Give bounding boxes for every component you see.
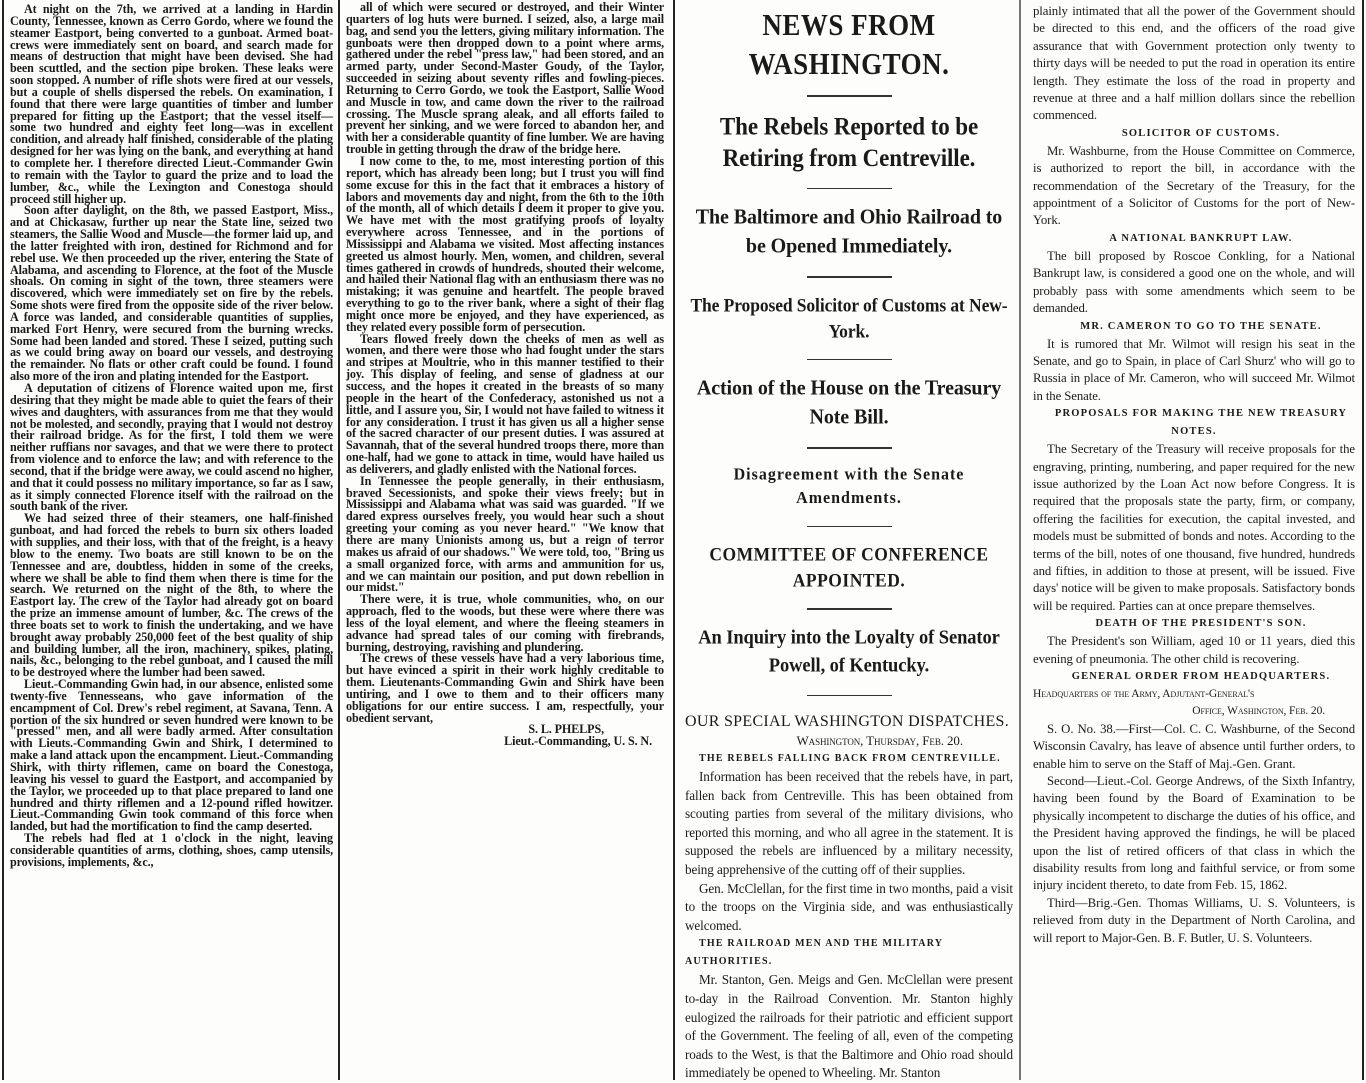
paragraph: At night on the 7th, we arrived at a landing in Hardin County, Tennessee, known as Cerro Gordo, where we found the steamer Eastport, being converted to a gunboat. Armed boat-crews were immediately sent on board, and search made for means of destruction that might have been devised. She had been scuttled, and the section pipe broken. These leaks were soon stopped. A number of rifle shots were fired at our vessels, but a couple of shells dispersed the rebels. On examination, I found that there were large quantities of timber and lumber prepared for fitting up the Eastport; that the vessel itself—some two hundred and eighty feet long—was in excellent condition, and already half finished, considerable of the plating designed for her was lying on the bank, and everything at hand to complete her. I therefore directed Lieut.-Commander Gwin to remain with the Taylor to guard the prize and to load the lumber, &c., while the Lexington and Conestoga should proceed still higher up.: [10, 2, 333, 206]
column-3-washington-news: [685, 0, 1013, 1080]
signature-title: Lieut.-Commanding, U. S. N.: [504, 734, 652, 749]
column-1-report: [10, 0, 333, 1080]
paragraph: The rebels had fled at 1 o'clock in the night, leaving considerable quantities of arms, clothing, shoes, camp utensils, provisions, implements, &c.,: [10, 831, 333, 869]
dispatch-heading: OUR SPECIAL WASHINGTON DISPATCHES.: [685, 713, 1010, 730]
paragraph: Mr. Stanton, Gen. Meigs and Gen. McClellan were present to-day in the Railroad Convention. Mr. Stanton highly eulogized the railroads for their patriotic and efficient support of the Government. The feeling of all, even of the competing roads to the West, is that the Baltimore and Ohio road should immediately be opened to Wheeling. Mr. Stanton: [685, 972, 1013, 1081]
signature-name: S. L. PHELPS,: [528, 722, 604, 737]
headline-divider: [807, 95, 892, 97]
paragraph: The Secretary of the Treasury will receive proposals for the engraving, printing, numbering, and paper required for the new issue authorized by the Loan Act now before Congress. It is required that the proposals state the party, firm, or company, offering the facilities for execution, the capital invested, and models must be submitted of bonds and notes. According to the terms of the bill, notes of one thousand, five hundred, hundreds and fifties, in addition to those at present, will be issued. Five days' notice will be given to make proposals. Satisfactory bonds will be required. Parties can at once prepare themselves.: [1033, 442, 1355, 613]
paragraph: In Tennessee the people generally, in their enthusiasm, braved Secessionists, and spoke their views freely; but in Mississippi and Alabama what was said was guarded. "If we dared express ourselves freely, you would hear such a shout greeting your coming as you never heard." "We know that there are many Unionists among us, but a reign of terror makes us afraid of our shadows." We were told, too, "Bring us a small organized force, with arms and ammunition for us, and we can maintain our position, and put down rebellion in our midst.": [346, 473, 664, 595]
section-masthead: NEWS FROM WASHINGTON.: [748, 7, 950, 81]
paragraph: Mr. Washburne, from the House Committee on Commerce, is authorized to report the bill, in accordance with the recommendation of the Secretary of the Treasury, for the appointment of a Solicitor of Customs for the port of New-York.: [1033, 143, 1355, 228]
subhead: DEATH OF THE PRESIDENT'S SON.: [1095, 618, 1307, 630]
headline: An Inquiry into the Loyalty of Senator Powell, of Kentucky.: [698, 626, 1000, 677]
paragraph: all of which were secured or destroyed, and their Winter quarters of log huts were burned. I seized, also, a large mail bag, and send you the letters, giving military information. The gunboats were then dropped down to a point where arms, gathered under the rebel "press law," had been stored, and an armed party, under Second-Master Goudy, of the Taylor, succeeded in seizing about seventy rifles and fowling-pieces. Returning to Cerro Gordo, we took the Eastport, Sallie Wood and Muscle in tow, and came down the river to the railroad crossing. The Muscle sprang aleak, and all efforts failed to prevent her sinking, and we were forced to abandon her, and with her a considerable quantity of fine lumber. We are having trouble in getting through the draw of the bridge here.: [346, 0, 664, 157]
headquarters-line: Office, Washington, Feb. 20.: [1192, 705, 1325, 718]
column-rule: [338, 0, 340, 1080]
paragraph: Gen. McClellan, for the first time in two months, paid a visit to the troops on the Virginia side, and was enthusiastically welcomed.: [685, 880, 1013, 933]
headline-divider: [807, 608, 892, 610]
dateline: Washington, Thursday, Feb. 20.: [796, 733, 963, 748]
headline-divider: [807, 276, 892, 278]
subhead: SOLICITOR OF CUSTOMS.: [1121, 127, 1281, 139]
subhead: A NATIONAL BANKRUPT LAW.: [1109, 232, 1293, 244]
column-rule: [2, 0, 4, 1080]
paragraph: Information has been received that the rebels have, in part, fallen back from Centreville. This has been obtained from scouting parties from several of the military divisions, who reported this morning, and who all agree in the statement. It is supposed the rebels are influenced by a military necessity, being apprehensive of the cutting off of their supplies.: [685, 769, 1013, 877]
column-rule: [673, 0, 675, 1080]
paragraph: Lieut.-Commanding Gwin had, in our absence, enlisted some twenty-five Tennesseans, who gave information of the encampment of Col. Drew's rebel regiment, at Savana, Tenn. A portion of the six hundred or seven hundred were known to be "pressed" men, and all were badly armed. After consultation with Lieuts.-Commanding Gwin and Shirk, I determined to make a land attack upon the encampment. Lieut.-Commanding Shirk, with thirty riflemen, came on board the Conestoga, leaving his vessel to guard the Eastport, and accompanied by the Taylor, we proceeded up to that place prepared to land one hundred and thirty riflemen and a 12-pound rifled howitzer. Lieut.-Commanding Gwin took command of this force when landed, but had the mortification to find the camp deserted.: [10, 677, 333, 834]
paragraph: We had seized three of their steamers, one half-finished gunboat, and had forced the rebels to burn six others loaded with supplies, and their loss, with that of the freight, is a heavy blow to the enemy. Two boats are still known to be on the Tennessee and are, doubtless, hidden in some of the creeks, where we shall be able to find them when there is time for the search. We returned on the night of the 8th, to where the Eastport lay. The crew of the Taylor had already got on board the prize an immense amount of lumber, &c. The crews of the three boats set to work to finish the undertaking, and we have brought away probably 250,000 feet of the best quality of ship and building lumber, all the iron, machinery, spikes, plating, nails, &c., belonging to the rebel gunboat, and I caused the mill to be destroyed where the lumber had been sawed.: [10, 511, 333, 680]
headline: Disagreement with the Senate Amendments.: [733, 464, 965, 508]
headline: COMMITTEE OF CONFERENCE APPOINTED.: [709, 543, 989, 591]
paragraph: The President's son William, aged 10 or 11 years, died this evening of pneumonia. The other child is recovering.: [1033, 634, 1355, 666]
column-4-washington-news: [1033, 0, 1355, 1080]
headline: Action of the House on the Treasury Note Bill.: [696, 376, 1002, 429]
headline-divider: [807, 359, 892, 361]
paragraph: The crews of these vessels have had a very laborious time, but have evinced a spirit in their work highly creditable to them. Lieutenants-Commanding Gwin and Shirk have been untiring, and I owe to them and to their officers many obligations for our entire success. I am, respectfully, your obedient servant,: [346, 651, 664, 725]
headline: The Proposed Solicitor of Customs at New-York.: [690, 293, 1008, 342]
subhead: GENERAL ORDER FROM HEADQUARTERS.: [1071, 671, 1331, 682]
headline-divider: [807, 526, 892, 528]
paragraph: S. O. No. 38.—First—Col. C. C. Washburne, of the Second Wisconsin Cavalry, has leave of absence until further orders, to enable him to serve on the Staff of Maj.-Gen. Grant.: [1033, 721, 1355, 771]
headquarters-line: Headquarters of the Army, Adjutant-General's: [1033, 688, 1255, 700]
column-2-report: [346, 0, 664, 1080]
paragraph: plainly intimated that all the power of the Government should be directed to this end, and the officers of the road give assurance that with Government protection only twenty to thirty days will be needed to put the road in operation its entire length. They estimate the loss of the road in property and revenue at three and a half million dollars since the rebellion commenced.: [1033, 4, 1355, 123]
paragraph: I now come to the, to me, most interesting portion of this report, which has already been long; but I trust you will find some excuse for this in the fact that it embraces a history of labors and movements day and night, from the 6th to the 10th of the month, all of which details I deem it proper to give you. We have met with the most gratifying proofs of loyalty everywhere across Tennessee, and in the portions of Mississippi and Alabama we visited. Most affecting instances greeted us almost hourly. Men, women, and children, several times gathered in crowds of hundreds, shouted their welcome, and hailed their National flag with an enthusiasm there was no mistaking; it was genuine and heartfelt. The people braved everything to go to the river bank, where a sight of their flag might once more be enjoyed, and they have experienced, as they related every possible form of persecution.: [346, 153, 664, 334]
paragraph: Third—Brig.-Gen. Thomas Williams, U. S. Volunteers, is relieved from duty in the Department of North Carolina, and will report to Major-Gen. B. F. Butler, U. S. Volunteers.: [1033, 895, 1355, 945]
paragraph: Soon after daylight, on the 8th, we passed Eastport, Miss., and at Chickasaw, further up near the State line, seized two steamers, the Sallie Wood and Muscle—the former laid up, and the latter freighted with iron, destined for Richmond and for rebel use. We then proceeded up the river, entering the State of Alabama, and ascending to Florence, at the foot of the Muscle shoals. On coming in sight of the town, three steamers were discovered, which were immediately set on fire by the rebels. Some shots were fired from the opposite side of the river below. A force was landed, and considerable quantities of supplies, marked Fort Henry, were secured from the burning wrecks. Some had been landed and stored. These I seized, putting such as we could bring away on board our vessels, and destroying the remainder. No flats or other craft could be found. I found also more of the iron and plating intended for the Eastport.: [10, 203, 333, 384]
paragraph: Tears flowed freely down the cheeks of men as well as women, and there were those who had fought under the stars and stripes at Moultrie, who in this manner testified to their joy. This display of feeling, and sense of gladness at our success, and the hopes it created in the breasts of so many people in the heart of the Confederacy, astonished us not a little, and I assure you, Sir, I would not have failed to witness it for any consideration. I trust it has given us all a higher sense of the sacred character of our present duties. I was assured at Savannah, that of the several hundred troops there, more than one-half, had we gone to attack in time, would have hailed us as deliverers, and gladly enlisted with the National forces.: [346, 331, 664, 476]
paragraph: Second—Lieut.-Col. George Andrews, of the Sixth Infantry, having been found by the Board of Examination to be physically incompetent to discharge the duties of his office, and the President having approved the findings, he will be placed upon the list of retired officers of that class in which the disability results from long and faithful service, or from some injury incident thereto, to date from Feb. 15, 1862.: [1033, 774, 1355, 893]
subhead: THE REBELS FALLING BACK FROM CENTREVILLE.: [699, 753, 1001, 764]
headline: The Rebels Reported to be Retiring from Centreville.: [719, 112, 979, 171]
subhead: MR. CAMERON TO GO TO THE SENATE.: [1080, 320, 1322, 332]
column-rule: [1362, 0, 1364, 1080]
headline-divider: [807, 447, 892, 449]
paragraph: It is rumored that Mr. Wilmot will resign his seat in the Senate, and go to Spain, in place of Carl Shurz' who will go to Russia in place of Mr. Cameron, who will succeed Mr. Wilmot in the Senate.: [1033, 336, 1355, 403]
subhead: THE RAILROAD MEN AND THE MILITARY AUTHORITIES.: [685, 938, 943, 968]
paragraph: The bill proposed by Roscoe Conkling, for a National Bankrupt law, is considered a good one on the whole, and will probably pass with some amendments which seem to be demanded.: [1033, 248, 1355, 316]
headline: The Baltimore and Ohio Railroad to be Opened Immediately.: [695, 205, 1003, 258]
headline-divider: [807, 188, 892, 190]
column-rule: [1019, 0, 1021, 1080]
paragraph: There were, it is true, whole communities, who, on our approach, fled to the woods, but these were where there was less of the loyal element, and where the fleeing steamers in advance had spread tales of our coming with firebrands, burning, destroying, ravishing and plundering.: [346, 592, 664, 654]
headline-divider: [807, 695, 892, 697]
paragraph: A deputation of citizens of Florence waited upon me, first desiring that they might be made able to quiet the fears of their wives and daughters, with assurances from me that they would not be molested, and secondly, praying that I would not destroy their railroad bridge. As for the first, I told them we were neither ruffians nor savages, and that we were there to protect from violence and to enforce the law; and with reference to the second, that if the bridge were away, we could ascend no higher, and that it could possess no military importance, so far as I saw, as it simply connected Florence itself with the railroad on the south bank of the river.: [10, 381, 333, 514]
subhead: PROPOSALS FOR MAKING THE NEW TREASURY NOTES.: [1054, 408, 1348, 438]
